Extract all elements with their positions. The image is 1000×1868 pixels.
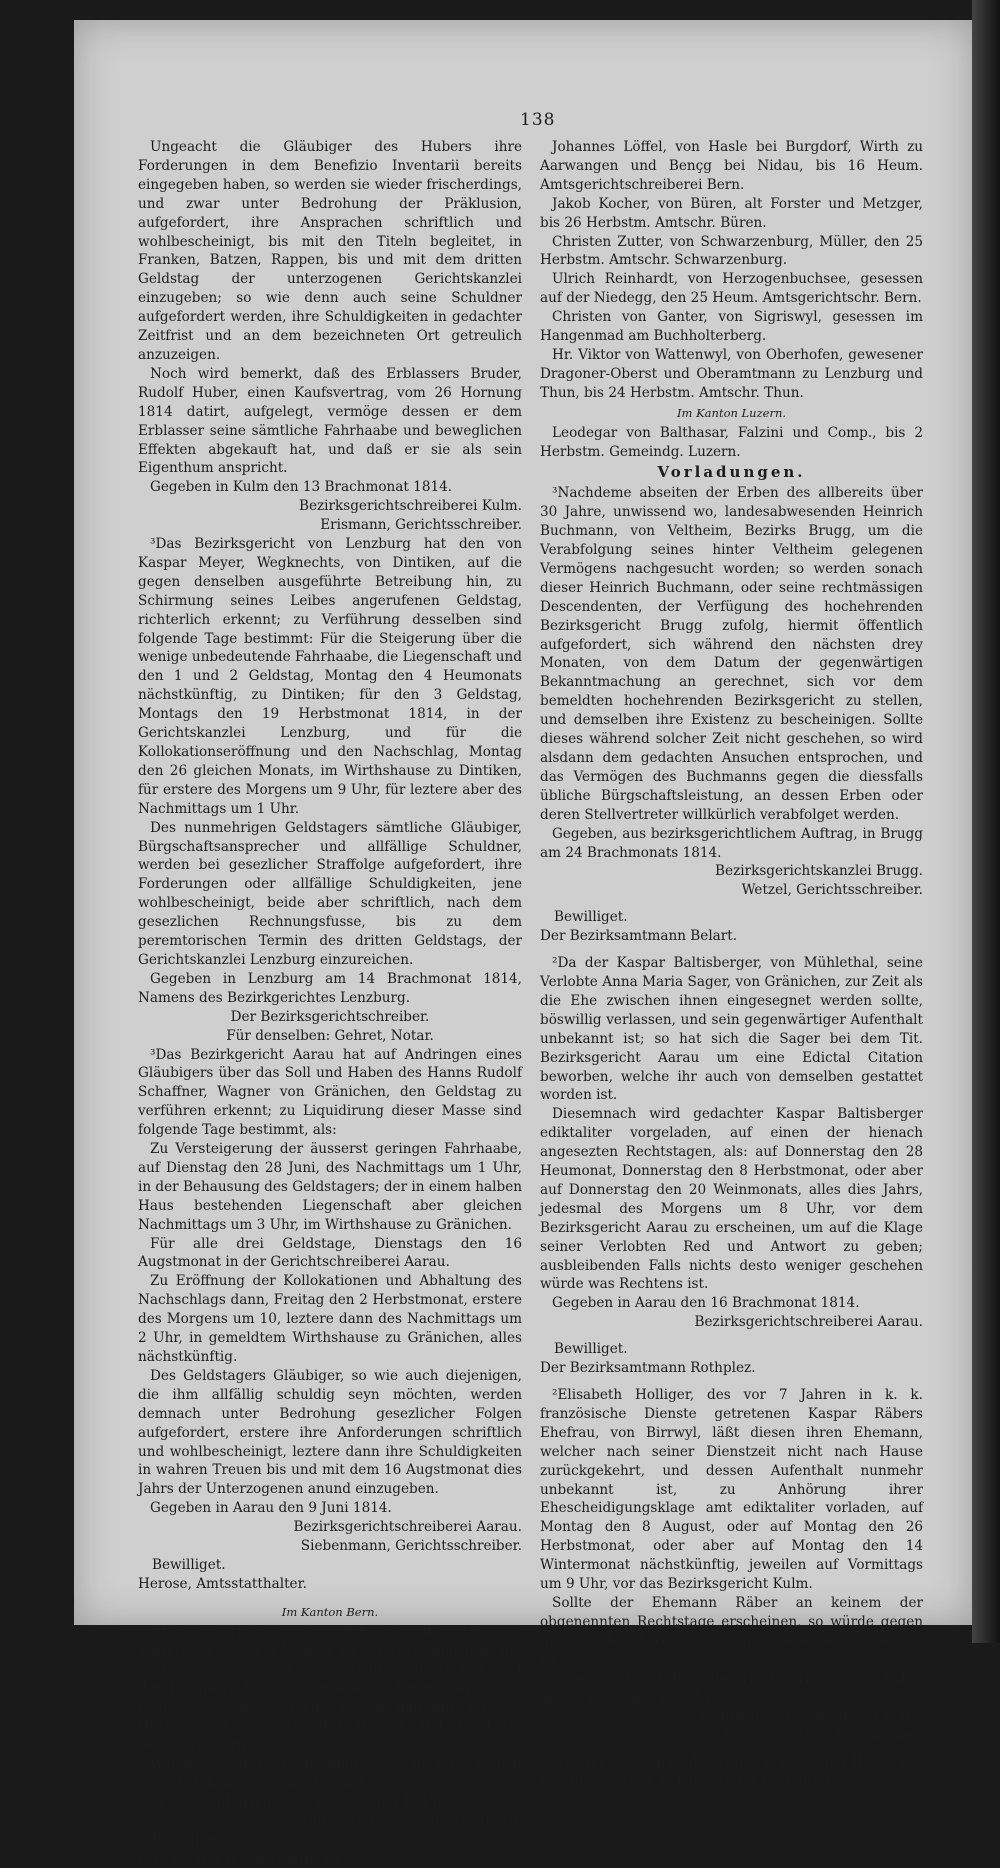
paragraph: ²Da der Kaspar Baltisberger, von Mühlethal, seine Verlobte Anna Maria Sager, von Gränichen, zur Zeit als die Ehe zwischen ihnen eingesegnet werden sollte, böswillig verlassen, und sein gegenwärtiger Aufenthalt unbekannt ist; so hat sich die Sager bei dem Tit. Bezirksgericht Aarau um eine Edictal Citation beworben, welche ihr auch von demselben gestattet worden ist. bbox=[540, 955, 923, 1104]
date-line: Gegeben in Aarau den 9 Juni 1814. bbox=[150, 1500, 392, 1517]
signature-office: Bezirksgerichtskanzlei Brugg. bbox=[715, 863, 923, 880]
signature-office: Bezirksgerichtschreiberei Kulm. bbox=[699, 1708, 923, 1725]
date-line: Gegeben in Lenzburg am 14 Brachmonat 1814, Namens des Bezirkgerichtes Lenzburg. bbox=[138, 970, 522, 1006]
left-column bbox=[138, 138, 522, 1868]
scan-edge bbox=[972, 0, 1000, 1643]
paragraph: Zu Eröffnung der Kollokationen und Abhaltung des Nachschlags dann, Freitag den 2 Herbstmonat, erstere des Morgens um 10, leztere dann des Nachmittags um 2 Uhr, in gemeldtem Wirthshause zu Gränichen, alles nächstkünftig. bbox=[138, 1273, 522, 1365]
approval-name: F. L. Lombach, Oberamtmann. bbox=[138, 1850, 348, 1867]
approval-line: Bewilliget. bbox=[554, 909, 628, 926]
signature-office: Bezirksgerichtschreiberei Kulm. bbox=[298, 498, 522, 515]
list-item: Hr. Viktor von Wattenwyl, von Oberhofen, gewesener Dragoner-Oberst und Oberamtmann zu Lenzburg und Thun, bis 24 Herbstm. Amtschr. Thun. bbox=[540, 346, 923, 401]
approval-name: Der Bezirksamtmann Rothplez. bbox=[540, 1360, 756, 1377]
approval-line: Bewilliget. bbox=[152, 1831, 226, 1848]
date-line: Gegeben, aus bezirksgerichtlichem Auftrag, in Brugg am 24 Brachmonats 1814. bbox=[540, 825, 923, 861]
date-line: Gegeben in Kulm den 13 Brachmonat 1814. bbox=[150, 479, 453, 496]
signature-name: Für denselben: Gehret, Notar. bbox=[226, 1027, 434, 1044]
signature-name: Erismann, Gerichtsschreiber bbox=[724, 1727, 923, 1744]
paragraph: Ungeacht die Gläubiger des Hubers ihre Forderungen in dem Benefizio Inventarii bereits eingegeben haben, so werden sie wieder frischerdings, und zwar unter Bedrohung der Präklusion, aufgefordert, ihre Ansprachen schriftlich und wohlbescheinigt, bis mit den Titeln begleitet, in Franken, Batzen, Rappen, bis und mit dem dritten Geldstag der unterzogenen Gerichtskanzlei einzugeben; so wie denn auch seine Schuldner aufgefordert werden, ihre Schuldigkeiten in gedachter Zeitfrist und an dem bezeichneten Ort getreulich anzuzeigen. bbox=[138, 139, 522, 363]
signature-office: Der Bezirksgerichtschreiber. bbox=[230, 1008, 430, 1025]
paragraph: Für alle drei Geldstage, Dienstags den 16 Augstmonat in der Gerichtschreiberei Aarau. bbox=[138, 1235, 522, 1271]
signature-office: Bezirksgerichtschreiberei Aarau. bbox=[293, 1519, 522, 1536]
signature-name: Wetzel, Gerichtsschreiber. bbox=[741, 882, 923, 899]
section-heading: Im Kanton Bern. bbox=[281, 1604, 379, 1619]
paragraph: ³Das Bezirkgericht Aarau hat auf Andringen eines Gläubigers über das Soll und Haben des Hanns Rudolf Schaffner, Wagner von Gränichen, den Geldstag zu verführen erkennt; zu Liquidirung dieser Masse sind folgende Tage bestimmt, als: bbox=[138, 1046, 522, 1139]
paragraph: ²Elisabeth Holliger, des vor 7 Jahren in k. k. französische Dienste getretenen Kaspar Räbers Ehefrau, von Birrwyl, läßt diesen ihren Ehemann, welcher nach seiner Dienstzeit nicht nach Hause zurückgekehrt, und dessen Aufenthalt nunmehr unbekannt ist, zu Anhörung ihrer Ehescheidigungsklage amt ediktaliter vorladen, auf Montag den 8 August, oder auf Montag den 26 Herbstmonat, oder aber auf Montag den 14 Wintermonat nächstkünftig, jeweilen auf Vormittags um 9 Uhr, vor das Bezirksgericht Kulm. bbox=[540, 1387, 923, 1593]
right-column bbox=[540, 138, 923, 1791]
paragraph: Sollte der Ehemann Räber an keinem der obgenennten Rechtstage erscheinen, so würde gegen ihn vorgekehet werden, was dem Gesetze angemessen ist. bbox=[540, 1594, 923, 1668]
approval-name: Herose, Amtsstatthalter. bbox=[138, 1575, 307, 1592]
list-item: Jakob Kocher, von Büren, alt Forster und Metzger, bis 26 Herbstm. Amtschr. Büren. bbox=[540, 195, 923, 231]
approval-name: Der Bezirksamtmann Belart. bbox=[540, 928, 738, 945]
approval-line: Bewilliget. bbox=[152, 1556, 226, 1573]
list-item: Christen Zutter, von Schwarzenburg, Müller, den 25 Herbstm. Amtschr. Schwarzenburg. bbox=[540, 233, 923, 269]
paragraph: Zu Versteigerung der äusserst geringen Fahrhaabe, auf Dienstag den 28 Juni, des Nachmittags um 1 Uhr, in der Behausung des Geldstagers; der in einem halben Haus bestehenden Liegenschaft aber gleichen Nachmittags um 3 Uhr, im Wirthshause zu Gränichen. bbox=[138, 1141, 522, 1233]
list-item: Johannes Löffel, von Hasle bei Burgdorf, Wirth zu Aarwangen und Bençg bei Nidau, bis 16 Heum. Amtsgerichtschreiberei Bern. bbox=[540, 139, 923, 193]
page-number: 138 bbox=[520, 110, 556, 130]
paragraph: Des Geldstagers Gläubiger, so wie auch diejenigen, die ihm allfällig schuldig seyn möchten, werden demnach unter Bedrohung gesezlicher Folgen aufgefordert, erstere ihre Anforderungen schriftlich und wohlbescheinigt, leztere dann ihre Schuldigkeiten in wahren Treuen bis und mit dem 16 Augstmonat dies Jahrs der Unterzogenen anund einzugeben. bbox=[138, 1367, 522, 1498]
paragraph: ³Nachdeme abseiten der Erben des allbereits über 30 Jahre, unwissend wo, landesabwesenden Heinrich Buchmann, von Veltheim, Bezirks Brugg, um die Verabfolgung seines hinter Veltheim gelegenen Vermögens nachgesucht worden; so werden sonach dieser Heinrich Buchmann, oder seine rechtmässigen Descendenten, der Verfügung des hochehrenden Bezirksgericht Brugg zufolg, hiermit öffentlich aufgefordert, sich während den nächsten drey Monaten, von dem Datum der gegenwärtigen Bekanntmachung an gerechnet, sich vor dem bemeldten hochehrenden Bezirksgericht zu stellen, und demselben ihre Existenz zu bescheinigen. Sollte dieses während solcher Zeit nicht geschehen, so wird alsdann dem gedachten Ansuchen entsprochen, und das Vermögen des Buchmanns gegen die diessfalls übliche Bürgschaftsleistung, an dessen Erben oder deren Stellvertreter willkürlich verabfolget werden. bbox=[540, 485, 923, 823]
date-line: Schwarzenburg den 20 Brachmonat 1814. bbox=[150, 1793, 442, 1810]
paragraph: Welches unter Bedrohung gesezlicher Folgen öffentlich bekannt gemacht wird. bbox=[138, 1756, 522, 1791]
signature-name: Siebenmann, Gerichtsschreiber. bbox=[300, 1538, 522, 1555]
paragraph: Diesemnach wird gedachter Kaspar Baltisberger ediktaliter vorgeladen, auf einen der hienach angesezten Rechtstagen, als: auf Donnerstag den 28 Heumonat, Donnerstag den 8 Herbstmonat, oder aber auf Donnerstag den 20 Weinmonats, alles dies Jahrs, jedesmal des Morgens um 8 Uhr, vor dem Bezirksgericht Aarau zu erscheinen, um auf die Klage seiner Verlobten Red und Antwort zu geben; ausbleibenden Falls nichts desto weniger geschehen würde was Rechtens ist. bbox=[540, 1106, 923, 1293]
signature-name: Erismann, Gerichtsschreiber. bbox=[320, 517, 522, 534]
approval-line: Bewilliget. bbox=[554, 1341, 628, 1358]
signature-office: Amtschreiberei Schwarzenburg. bbox=[298, 1812, 522, 1829]
date-line: Gegeben in Aarau den 16 Brachmonat 1814. bbox=[552, 1295, 860, 1312]
paragraph: ²Da der Aufenthalt des von der Katharina Honegger, von Bremgarten, der Paternität beklagten Jo- bbox=[540, 1754, 923, 1790]
signature-office: Bezirksgerichtschreiberei Aarau. bbox=[694, 1314, 923, 1331]
paragraph: ³Das Bezirksgericht von Lenzburg hat den von Kaspar Meyer, Wegknechts, von Dintiken, auf die gegen denselben ausgeführte Betreibung hin, zu Schirmung seines Leibes angerufenen Geldstag, richterlich erkennt; zu Verführung desselben sind folgende Tage bestimmt: Für die Steigerung über die wenige unbedeutende Fahrhaabe, die Liegenschaft und den 1 und 2 Geldstag, Montag den 4 Heumonats nächstkünftig, zu Dintiken; für den 3 Geldstag, Montags den 19 Herbstmonat 1814, in der Gerichtskanzlei Lenzburg, und für die Kollokationseröffnung und den Nachschlag, Montag den 26 gleichen Monats, im Wirthshause zu Dintiken, für erstere des Morgens um 9 Uhr, für leztere aber des Nachmittags um 1 Uhr. bbox=[138, 536, 522, 817]
section-heading: Im Kanton Luzern. bbox=[676, 405, 787, 420]
list-item: Ulrich Reinhardt, von Herzogenbuchsee, gesessen auf der Niedegg, den 25 Heum. Amtsgerichtschr. Bern. bbox=[540, 271, 923, 307]
section-title: Vorladungen. bbox=[657, 463, 806, 482]
paragraph: ³Ueber Vermögen und Schulden des Christen Zutters, gewesenen Müllers zu Schwarzenburg, ist die Verführung eines Geldstages richterlich erkennt, und der Termin zu Eingabe der An- und Gegenansprachen festgesetzt worden: längstens bis und mit dem 25 Herbstmonats nächstkünftig, in der Amtschreiberei Schwarzenburg. bbox=[138, 1623, 522, 1754]
paragraph: Noch wird bemerkt, daß des Erblassers Bruder, Rudolf Huber, einen Kaufsvertrag, vom 26 Hornung 1814 datirt, aufgelegt, vermöge dessen er dem Erblasser seine sämtliche Fahrhaabe und beweglichen Effekten abgekauft hat, und daß er sie als sein Eigenthum anspricht. bbox=[138, 365, 522, 477]
date-line: Gegeben, Aus Auftrag des Tit. Bezirkgerichtes Kulm, am 20 Brachmonat 1814. bbox=[540, 1670, 923, 1706]
list-item: Christen von Ganter, von Sigriswyl, gesessen im Hangenmad am Buchholterberg. bbox=[540, 309, 923, 345]
paragraph: Des nunmehrigen Geldstagers sämtliche Gläubiger, Bürgschaftsansprecher und allfällige Schuldner, werden bei gesezlicher Straffolge aufgefordert, ihre Forderungen oder allfällige Schuldigkeiten, jene wohlbescheinigt, beide aber schriftlich, nach dem gesezlichen Rechnungsfusse, bis zu dem peremtorischen Termin des dritten Geldstags, der Gerichtskanzlei Lenzburg einzureichen. bbox=[138, 819, 522, 968]
list-item: Leodegar von Balthasar, Falzini und Comp., bis 2 Herbstm. Gemeindg. Luzern. bbox=[540, 424, 923, 460]
